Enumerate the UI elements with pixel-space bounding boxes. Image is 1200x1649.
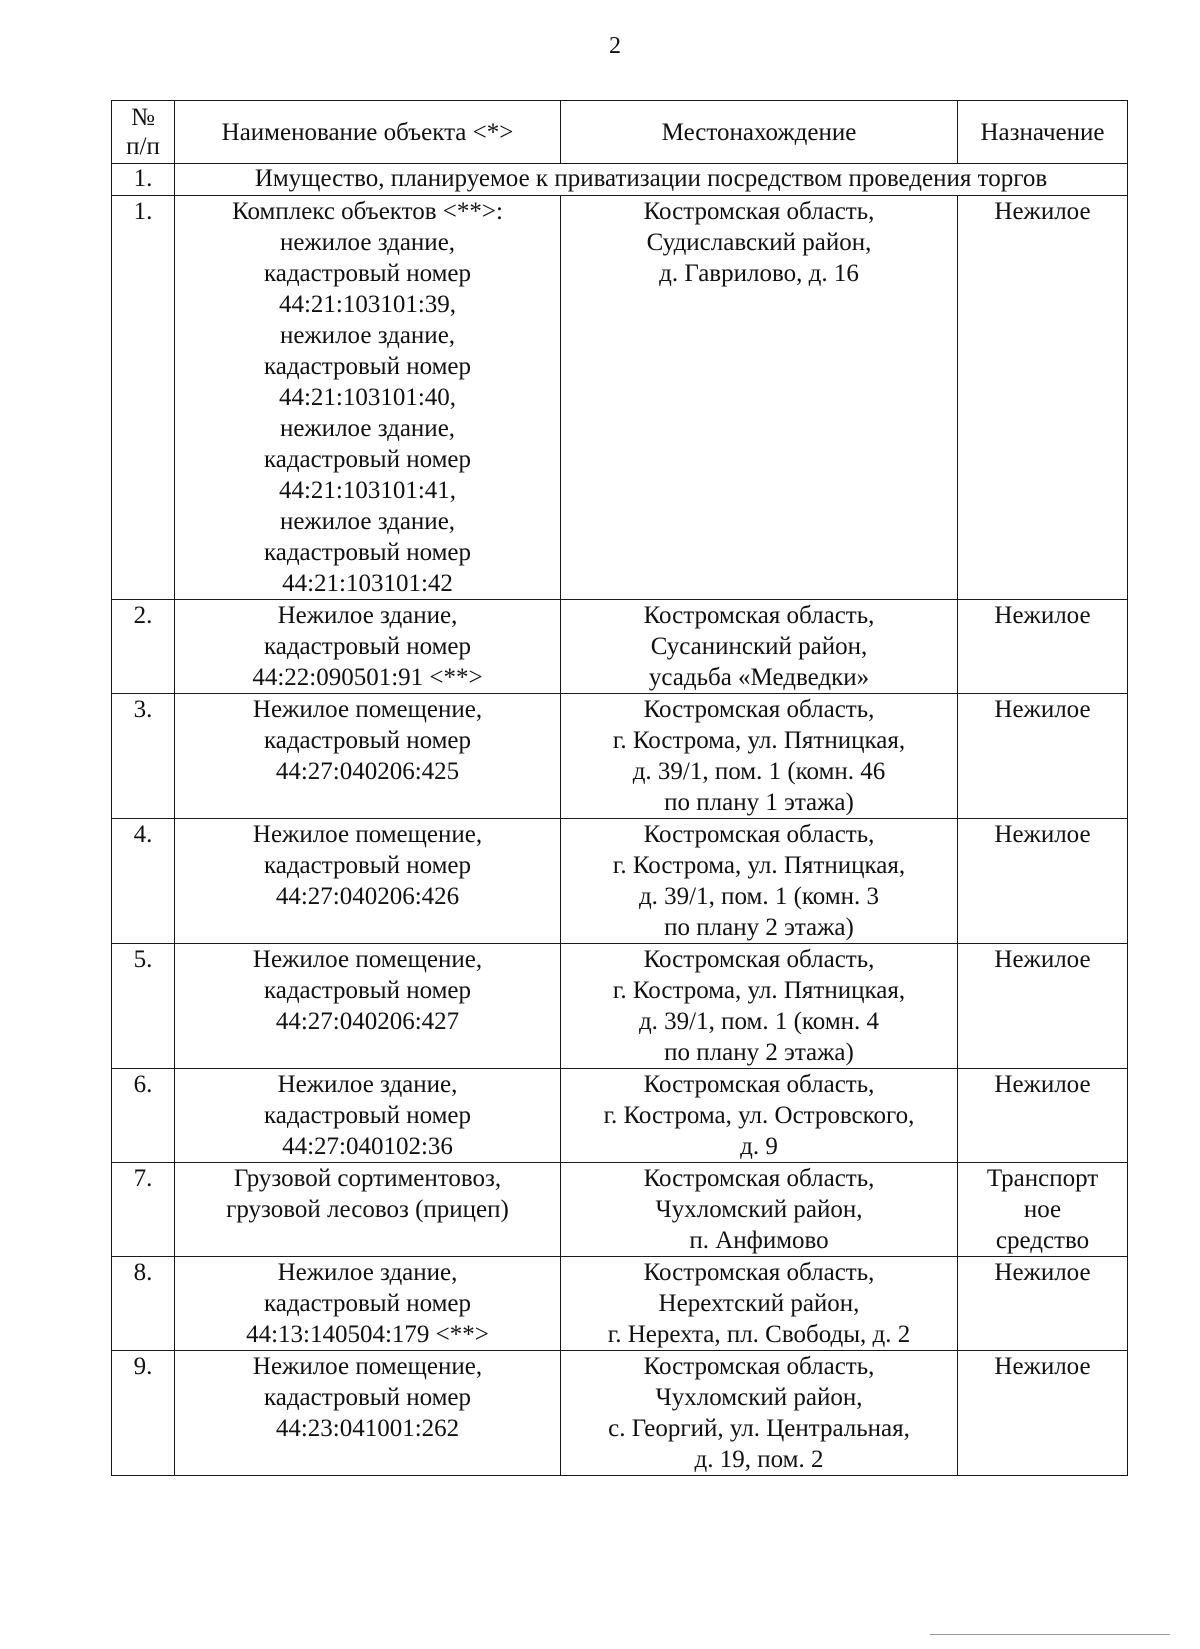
table-row — [112, 1257, 1128, 1351]
object-name: Нежилое здание, кадастровый номер 44:13:140504:179 <**> — [175, 1257, 561, 1351]
object-purpose: Нежилое — [958, 1351, 1128, 1476]
table-row — [112, 694, 1128, 819]
row-number: 2. — [112, 600, 175, 694]
object-location: Костромская область, Чухломский район, п. Анфимово — [561, 1163, 958, 1257]
section-number: 1. — [112, 164, 175, 196]
row-number: 3. — [112, 694, 175, 819]
row-number: 8. — [112, 1257, 175, 1351]
table-row — [112, 600, 1128, 694]
object-name: Нежилое помещение, кадастровый номер 44:27:040206:426 — [175, 819, 561, 944]
object-name: Комплекс объектов <**>: нежилое здание, кадастровый номер 44:21:103101:39, нежилое здание, кадастровый номер 44:21:103101:40, нежилое здание, кадастровый номер 44:21:103101:41, нежилое здание, кадастровый номер 44:21:103101:42 — [175, 196, 561, 600]
table-row — [112, 1351, 1128, 1476]
object-purpose: Нежилое — [958, 1069, 1128, 1163]
section-row — [112, 164, 1128, 196]
object-purpose: Нежилое — [958, 196, 1128, 600]
object-location: Костромская область, г. Кострома, ул. Островского, д. 9 — [561, 1069, 958, 1163]
table-row — [112, 1069, 1128, 1163]
object-location: Костромская область, Судиславский район, д. Гаврилово, д. 16 — [561, 196, 958, 600]
table-row — [112, 1163, 1128, 1257]
row-number: 9. — [112, 1351, 175, 1476]
object-purpose: Нежилое — [958, 694, 1128, 819]
table-header-row — [112, 101, 1128, 164]
object-location: Костромская область, г. Кострома, ул. Пятницкая, д. 39/1, пом. 1 (комн. 4 по плану 2 этажа) — [561, 944, 958, 1069]
section-title: Имущество, планируемое к приватизации посредством проведения торгов — [175, 164, 1128, 196]
object-location: Костромская область, г. Кострома, ул. Пятницкая, д. 39/1, пом. 1 (комн. 3 по плану 2 этажа) — [561, 819, 958, 944]
table-row — [112, 196, 1128, 600]
header-object-name: Наименование объекта <*> — [175, 101, 561, 164]
object-name: Грузовой сортиментовоз, грузовой лесовоз (прицеп) — [175, 1163, 561, 1257]
property-table — [111, 100, 1128, 1476]
object-purpose: Нежилое — [958, 819, 1128, 944]
object-purpose: Нежилое — [958, 1257, 1128, 1351]
header-number: № п/п — [112, 101, 175, 164]
object-purpose: Нежилое — [958, 600, 1128, 694]
object-name: Нежилое здание, кадастровый номер 44:22:090501:91 <**> — [175, 600, 561, 694]
object-name: Нежилое помещение, кадастровый номер 44:27:040206:425 — [175, 694, 561, 819]
object-purpose: Нежилое — [958, 944, 1128, 1069]
object-location: Костромская область, г. Кострома, ул. Пятницкая, д. 39/1, пом. 1 (комн. 46 по плану 1 этажа) — [561, 694, 958, 819]
row-number: 7. — [112, 1163, 175, 1257]
object-purpose: Транспорт ное средство — [958, 1163, 1128, 1257]
header-location: Местонахождение — [561, 101, 958, 164]
object-location: Костромская область, Чухломский район, с. Георгий, ул. Центральная, д. 19, пом. 2 — [561, 1351, 958, 1476]
object-name: Нежилое помещение, кадастровый номер 44:23:041001:262 — [175, 1351, 561, 1476]
object-location: Костромская область, Сусанинский район, усадьба «Медведки» — [561, 600, 958, 694]
row-number: 5. — [112, 944, 175, 1069]
header-purpose: Назначение — [958, 101, 1128, 164]
object-name: Нежилое здание, кадастровый номер 44:27:040102:36 — [175, 1069, 561, 1163]
row-number: 1. — [112, 196, 175, 600]
object-location: Костромская область, Нерехтский район, г. Нерехта, пл. Свободы, д. 2 — [561, 1257, 958, 1351]
object-name: Нежилое помещение, кадастровый номер 44:27:040206:427 — [175, 944, 561, 1069]
table-row — [112, 819, 1128, 944]
row-number: 4. — [112, 819, 175, 944]
page-number: 2 — [609, 33, 621, 59]
row-number: 6. — [112, 1069, 175, 1163]
table-row — [112, 944, 1128, 1069]
footer-rule — [930, 1634, 1170, 1635]
